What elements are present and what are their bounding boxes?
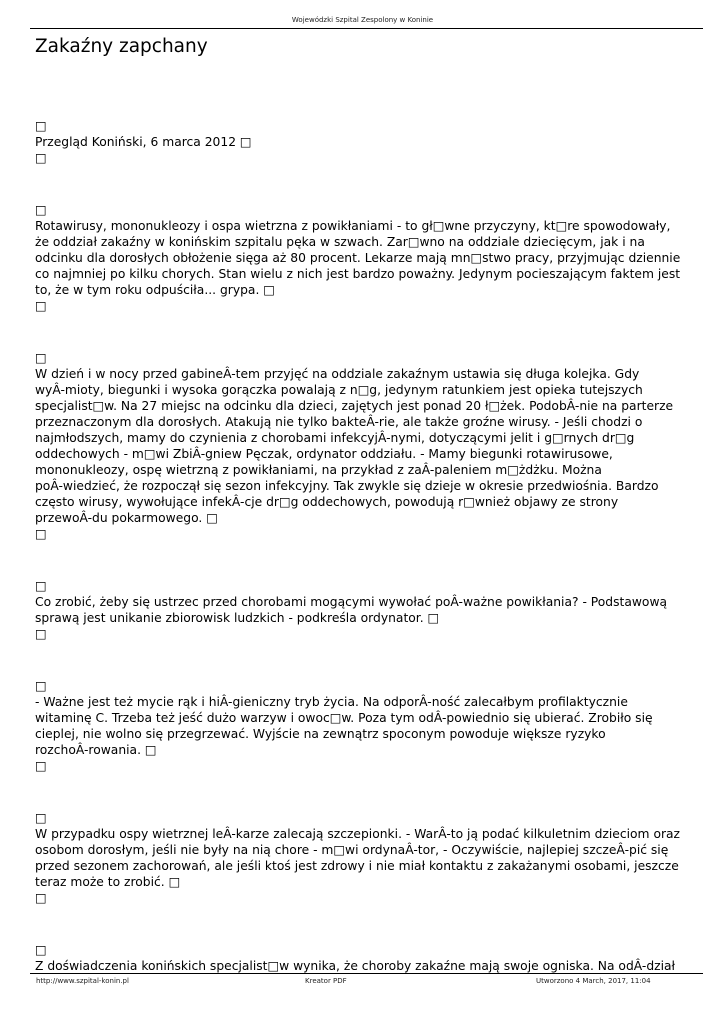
- text-line: cieplej, nie wolno się przegrzewać. Wyjście na zewnątrz spoconym powoduje większe ryzyko: [35, 727, 606, 741]
- paragraph-block: [35, 578, 695, 642]
- text-line: poÂ-wiedzieć, że rozpoczął się sezon infekcyjny. Tak zwykle się dzieje w okresie przedwiośnia. Bardzo: [35, 479, 659, 493]
- box-glyph: □: [35, 119, 47, 133]
- paragraph-block: [35, 942, 695, 973]
- box-glyph: □: [35, 579, 47, 593]
- paragraph-block: [35, 118, 695, 166]
- text-line: odcinku dla dorosłych obłożenie sięga aż 80 procent. Lekarze mają mn□stwo pracy, przyjmując dziennie: [35, 251, 681, 265]
- text-line: to, że w tym roku odpuściła... grypa. □: [35, 283, 275, 297]
- text-line: często wirusy, wywołujące infekÂ-cje dr□g oddechowych, powodują r□wnież objawy ze strony: [35, 495, 619, 509]
- text-line: przeznaczonym dla dorosłych. Atakują nie tylko bakteÂ-rie, ale także groźne wirusy. - Jeśli chodzi o: [35, 415, 643, 429]
- footer-url[interactable]: http://www.szpital-konin.pl: [36, 977, 129, 985]
- text-line: □: [35, 759, 47, 773]
- text-line: □: [35, 299, 47, 313]
- text-line: Przegląd Koniński, 6 marca 2012 □: [35, 135, 252, 149]
- text-line: Rotawirusy, mononukleozy i ospa wietrzna z powikłaniami - to gł□wne przyczyny, kt□re spowodowały,: [35, 219, 671, 233]
- text-line: specjalist□w. Na 27 miejsc na odcinku dla dzieci, zajętych jest ponad 20 ł□żek. PodobÂ-nie na parterze: [35, 399, 674, 413]
- text-line: teraz może to zrobić. □: [35, 875, 181, 889]
- paragraph-block: [35, 350, 695, 542]
- text-line: oddechowych - m□wi ZbiÂ-gniew Pęczak, ordynator oddziału. - Mamy biegunki rotawirusowe,: [35, 447, 613, 461]
- text-line: Co zrobić, żeby się ustrzec przed chorobami mogącymi wywołać poÂ-ważne powikłania? - Podstawową: [35, 595, 668, 609]
- box-glyph: □: [35, 351, 47, 365]
- text-line: - Ważne jest też mycie rąk i hiÂ-gieniczny tryb życia. Na odporÂ-ność zalecałbym profilaktycznie: [35, 695, 628, 709]
- text-line: przewoÂ-du pokarmowego. □: [35, 511, 218, 525]
- text-line: mononukleozy, ospę wietrzną z powikłaniami, na przykład z zaÂ-paleniem m□żdżku. Można: [35, 463, 602, 477]
- box-glyph: □: [35, 203, 47, 217]
- text-line: wyÂ-mioty, biegunki i wysoka gorączka powalają z n□g, jedynym ratunkiem jest opieka tutejszych: [35, 383, 643, 397]
- header-divider: [30, 28, 703, 29]
- text-line: przed sezonem zachorowań, ale jeśli ktoś jest zdrowy i nie miał kontaktu z zakażanymi osobami, jeszcze: [35, 859, 679, 873]
- text-line: Z doświadczenia konińskich specjalist□w wynika, że choroby zakaźne mają swoje ogniska. Na odÂ-dział: [35, 959, 676, 973]
- text-line: najmłodszych, mamy do czynienia z chorobami infekcyjÂ-nymi, dotyczącymi jelit i g□rnych dr□g: [35, 431, 635, 445]
- text-line: □: [35, 527, 47, 541]
- footer-creator: Kreator PDF: [305, 977, 347, 985]
- paragraph-block: [35, 202, 695, 314]
- text-line: że oddział zakaźny w konińskim szpitalu pęka w szwach. Zar□wno na oddziale dziecięcym, jak i na: [35, 235, 645, 249]
- text-line: □: [35, 891, 47, 905]
- article-body: [35, 118, 695, 973]
- text-line: sprawą jest unikanie zbiorowisk ludzkich - podkreśla ordynator. □: [35, 611, 440, 625]
- text-line: □: [35, 151, 47, 165]
- paragraph-block: [35, 810, 695, 906]
- box-glyph: □: [35, 943, 47, 957]
- text-line: witaminę C. Trzeba też jeść dużo warzyw i owoc□w. Poza tym odÂ-powiednio się ubierać. Zrobiło się: [35, 711, 653, 725]
- text-line: □: [35, 627, 47, 641]
- article-title: Zakaźny zapchany: [35, 36, 208, 57]
- paragraph-block: [35, 678, 695, 774]
- footer-divider: [30, 973, 703, 974]
- text-line: W dzień i w nocy przed gabineÂ-tem przyjęć na oddziale zakaźnym ustawia się długa kolejka. Gdy: [35, 367, 640, 381]
- text-line: co najmniej po kilku chorych. Stan wielu z nich jest bardzo poważny. Jedynym pocieszającym faktem jest: [35, 267, 681, 281]
- box-glyph: □: [35, 679, 47, 693]
- footer-created-date: Utworzono 4 March, 2017, 11:04: [536, 977, 651, 985]
- text-line: rozchoÂ-rowania. □: [35, 743, 157, 757]
- page-header: Wojewódzki Szpital Zespolony w Koninie: [291, 16, 434, 24]
- text-line: W przypadku ospy wietrznej leÂ-karze zalecają szczepionki. - WarÂ-to ją podać kilkuletnim dzieciom oraz: [35, 827, 681, 841]
- box-glyph: □: [35, 811, 47, 825]
- text-line: osobom dorosłym, jeśli nie były na nią chore - m□wi ordynaÂ-tor, - Oczywiście, najlepiej szczeÂ-pić się: [35, 843, 669, 857]
